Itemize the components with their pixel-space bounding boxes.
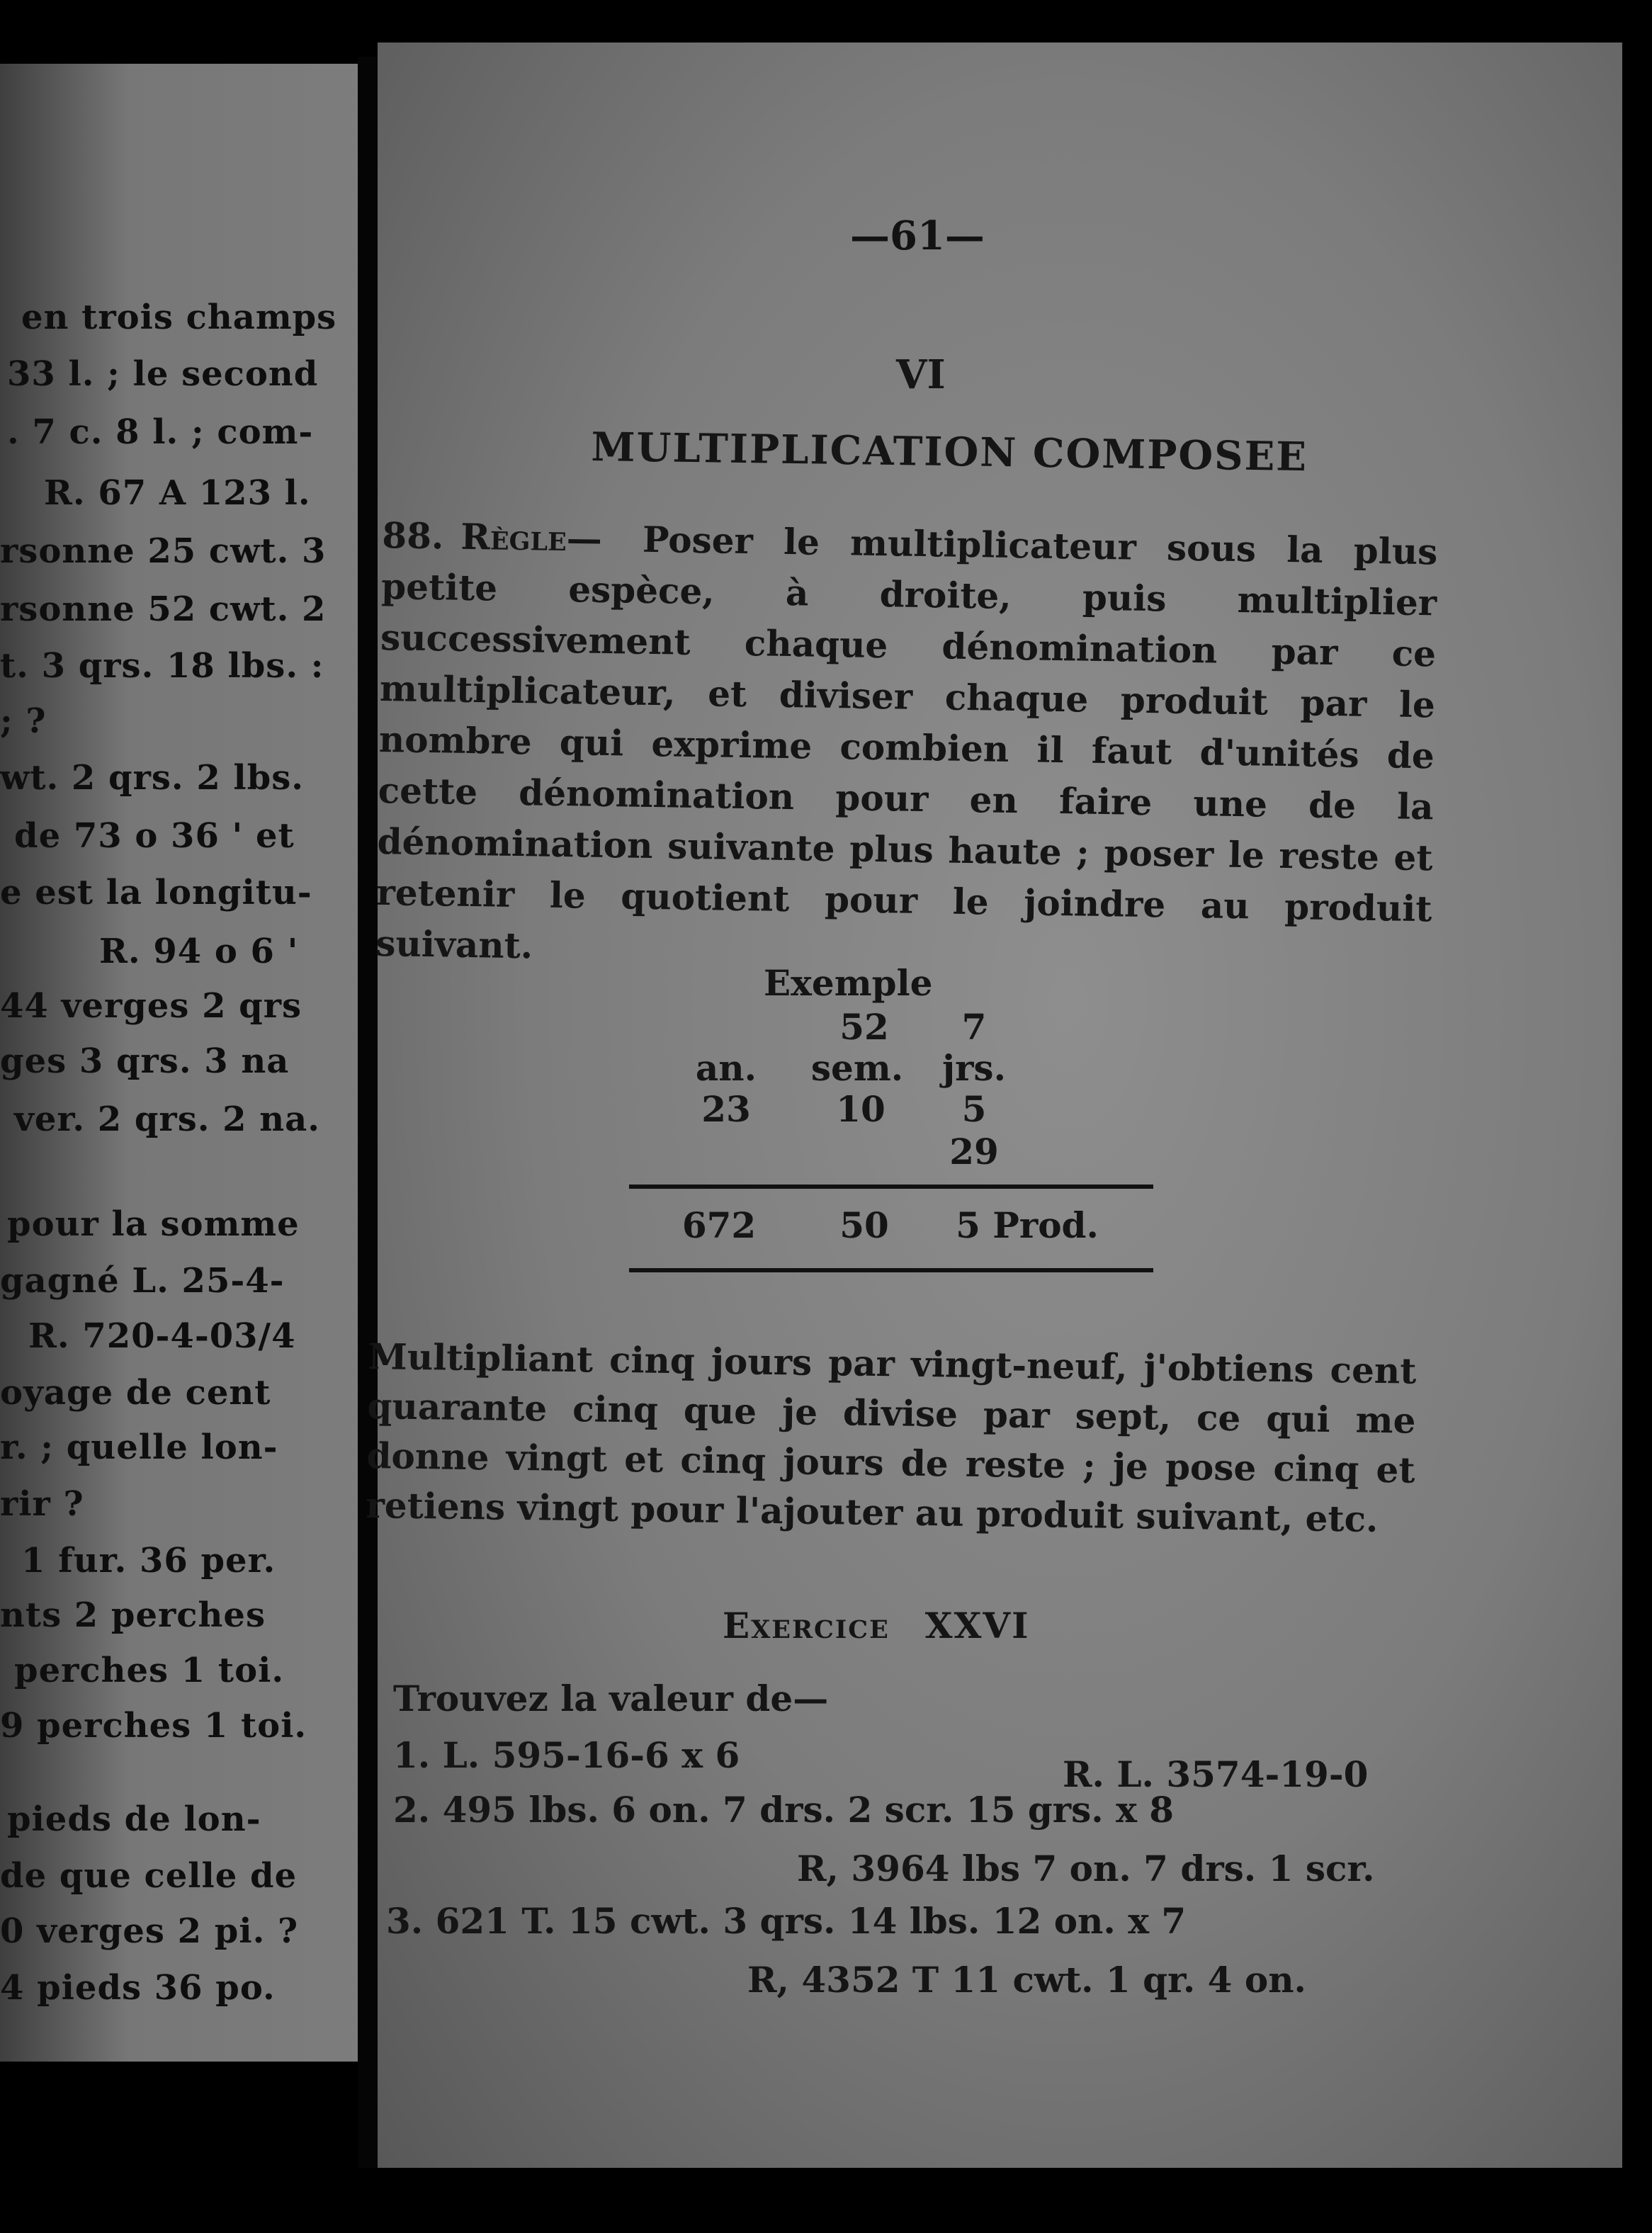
exercise-label: Exercice bbox=[723, 1605, 890, 1646]
left-page-line: 44 verges 2 qrs bbox=[0, 986, 302, 1026]
left-page-line: R. 94 o 6 ' bbox=[99, 932, 299, 971]
exercise-number: XXVI bbox=[924, 1605, 1030, 1646]
left-page-line: ; ? bbox=[0, 701, 47, 741]
example-multiplicand-days: 5 bbox=[961, 1088, 987, 1130]
scan-border-right bbox=[1622, 0, 1652, 2233]
left-page-line: de 73 o 36 ' et bbox=[14, 816, 295, 856]
exercise-question-1: 1. L. 595-16-6 x 6 bbox=[393, 1734, 740, 1776]
left-page-line: e est la longitu- bbox=[0, 873, 312, 912]
example-unit-weeks: sem. bbox=[810, 1047, 904, 1089]
exercise-answer-1: R. L. 3574-19-0 bbox=[1063, 1753, 1369, 1795]
left-page-line: ver. 2 qrs. 2 na. bbox=[14, 1099, 320, 1139]
left-page-line: rsonne 52 cwt. 2 bbox=[0, 589, 327, 629]
left-page-line: ges 3 qrs. 3 na bbox=[0, 1041, 290, 1081]
left-page-line: . 7 c. 8 l. ; com- bbox=[7, 412, 314, 452]
example-rule-line-bottom bbox=[629, 1268, 1153, 1272]
exercise-answer-3: R, 4352 T 11 cwt. 1 qr. 4 on. bbox=[747, 1959, 1306, 2001]
page-number: —61— bbox=[850, 213, 985, 259]
left-page-line: R. 67 A 123 l. bbox=[44, 473, 311, 513]
example-unit-years: an. bbox=[695, 1047, 757, 1089]
example-heading: Exemple bbox=[764, 962, 933, 1004]
example-product-weeks: 50 bbox=[839, 1204, 889, 1246]
left-page-line: de que celle de bbox=[0, 1856, 298, 1896]
left-page-line: 33 l. ; le second bbox=[7, 354, 319, 394]
left-page-line: t. 3 qrs. 18 lbs. : bbox=[0, 646, 324, 686]
left-page-line: en trois champs bbox=[21, 298, 337, 337]
left-page-line: 9 perches 1 toi. bbox=[0, 1706, 307, 1746]
rule-label: Règle— bbox=[460, 515, 603, 560]
scan-border-bottom bbox=[0, 2168, 1652, 2233]
example-product-days: 5 Prod. bbox=[956, 1204, 1099, 1246]
left-page-line: r. ; quelle lon- bbox=[0, 1428, 278, 1467]
left-page-line: pieds de lon- bbox=[7, 1799, 261, 1839]
chapter-title: MULTIPLICATION COMPOSEE bbox=[591, 424, 1308, 481]
chapter-number: VI bbox=[896, 351, 946, 398]
exercise-heading bbox=[723, 1605, 1030, 1646]
left-page-line: 1 fur. 36 per. bbox=[21, 1541, 276, 1581]
explanation-paragraph: Multipliant cinq jours par vingt-neuf, j'obtiens cent quarante cinq que je divise par sept, ce qui me donne vingt et cinq jours de reste ; je pose cinq et retiens vingt pour l'ajouter au produit suivant, etc. bbox=[366, 1335, 1417, 1540]
rule-paragraph bbox=[375, 510, 1438, 985]
left-page-line: nts 2 perches bbox=[0, 1595, 266, 1635]
example-conversion-weeks: 52 bbox=[839, 1006, 889, 1048]
left-page-line: 4 pieds 36 po. bbox=[0, 1968, 276, 2008]
example-multiplicand-years: 23 bbox=[701, 1088, 751, 1130]
exercise-question-3: 3. 621 T. 15 cwt. 3 qrs. 14 lbs. 12 on. x 7 bbox=[386, 1900, 1187, 1942]
left-page-line: oyage de cent bbox=[0, 1373, 271, 1413]
exercise-question-2: 2. 495 lbs. 6 on. 7 drs. 2 scr. 15 grs. x 8 bbox=[393, 1789, 1175, 1831]
left-page-line: rsonne 25 cwt. 3 bbox=[0, 531, 327, 571]
rule-body: Poser le multiplicateur sous la plus petite espèce, à droite, puis multiplier successivement chaque dénomination par ce multiplicateur, et diviser chaque produit par le nombre qui exprime combien il faut d'unités de cette dénomination pour en faire une de la dénomination suivante plus haute ; poser le reste et retenir le quotient pour le joindre au produit suivant. bbox=[375, 518, 1438, 967]
example-conversion-days: 7 bbox=[961, 1006, 987, 1048]
exercise-answer-2: R, 3964 lbs 7 on. 7 drs. 1 scr. bbox=[797, 1848, 1375, 1889]
rule-number: 88. bbox=[381, 514, 444, 558]
exercise-intro: Trouvez la valeur de— bbox=[393, 1678, 829, 1719]
left-page-line: 0 verges 2 pi. ? bbox=[0, 1911, 299, 1951]
example-unit-days: jrs. bbox=[942, 1047, 1006, 1089]
example-product-years: 672 bbox=[681, 1204, 757, 1246]
page-gutter bbox=[358, 57, 378, 2233]
left-page-line: rir ? bbox=[0, 1484, 84, 1524]
left-page-line: perches 1 toi. bbox=[14, 1651, 285, 1690]
left-page-line: pour la somme bbox=[7, 1204, 300, 1244]
left-page-line: wt. 2 qrs. 2 lbs. bbox=[0, 758, 304, 798]
example-rule-line-top bbox=[629, 1185, 1153, 1189]
left-page-line: R. 720-4-03/4 bbox=[28, 1316, 296, 1356]
left-page-fragment bbox=[0, 64, 368, 2062]
left-page-line: gagné L. 25-4- bbox=[0, 1261, 285, 1301]
example-multiplicand-weeks: 10 bbox=[836, 1088, 886, 1130]
example-multiplier: 29 bbox=[949, 1131, 999, 1172]
